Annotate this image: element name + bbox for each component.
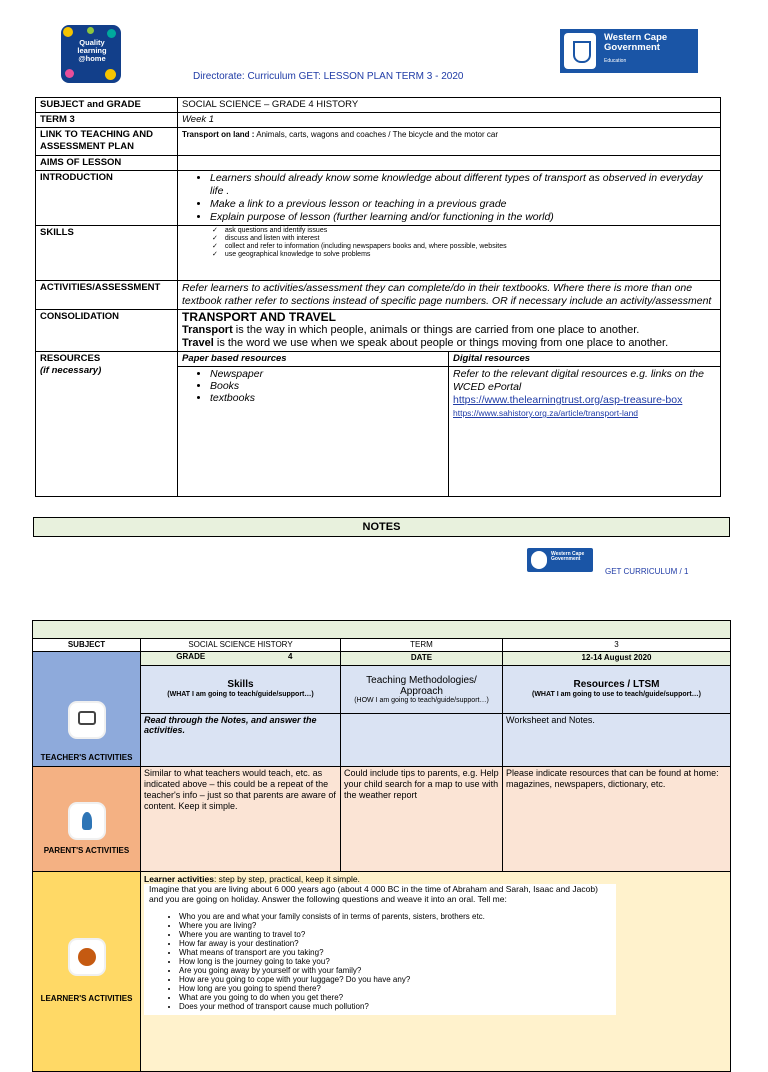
teacher-res: Worksheet and Notes. [503,714,731,767]
logo-sub: Education [604,58,627,64]
skills-item: ✓ use geographical knowledge to solve problems [212,251,716,259]
p2-term-label: TERM [341,639,503,652]
intro-item: • Learners should already know some knowledge about different types of transport as observed in everyday life . [210,172,716,198]
digital-head: Digital resources [449,352,721,367]
paper-head: Paper based resources [178,352,449,367]
resources-label-cell [36,352,178,497]
learner-bold: Learner activities [144,874,214,884]
learner-box [144,884,616,1015]
intro-item: • Make a link to a previous lesson or teaching in a previous grade [210,198,716,211]
res-sub: (WHAT I am going to use to teach/guide/support…) [531,690,702,698]
p2-subject-label: SUBJECT [33,639,141,652]
link-value: Animals, carts, wagons and coaches / The bicycle and the motor car [254,130,498,139]
paper-item: • Books [210,380,444,392]
learner-para: Imagine that you are living about 6 000 years ago (about 4 000 BC in the time of Abraham and Sarah, Isaac and Jacob) and you are going on holiday. Answer the following questions and weave it into an oral. Tell me: [149,884,598,904]
question-item: • How far away is your destination? [179,939,614,948]
term-label: TERM 3 [36,113,178,128]
logo-line: Quality [79,38,105,47]
logo-line: Western Cape [604,32,668,43]
skills-label: SKILLS [36,226,178,281]
paper-item: • Newspaper [210,368,444,380]
travel-def: is the word we use when we speak about people or things moving from one place to another. [213,337,669,349]
skills-head: Skills [227,678,254,690]
teacher-label: TEACHER'S ACTIVITIES [40,753,133,762]
question-item: • What means of transport are you taking? [179,948,614,957]
question-item: • Where you are living? [179,921,614,930]
skills-header-cell [141,666,341,714]
parent-res: Please indicate resources that can be found at home: magazines, newspapers, dictionary, etc. [503,767,731,872]
aims-label: AIMS OF LESSON [36,156,178,171]
paper-cell [178,367,449,497]
directorate-title: Directorate: Curriculum GET: LESSON PLAN TERM 3 - 2020 [193,71,464,82]
crest-icon [564,33,596,69]
notes-bar: NOTES [33,517,730,537]
learner-intro: : step by step, practical, keep it simple. [213,874,360,884]
skills-item: ✓ ask questions and identify issues [212,227,716,235]
intro-label: INTRODUCTION [36,171,178,226]
treasure-box-link[interactable]: https://www.thelearningtrust.org/asp-treasure-box [453,394,683,406]
consolidation-label: CONSOLIDATION [36,310,178,352]
table-top-band [33,621,731,639]
skills-sub: (WHAT I am going to teach/guide/support…) [167,690,314,698]
skills-item: ✓ collect and refer to information (including newspapers books and, where possible, websites [212,243,716,251]
crest-icon [531,551,547,569]
sahistory-link[interactable]: https://www.sahistory.org.za/article/transport-land [453,408,639,418]
transport-word: Transport [182,324,233,336]
resources-label: RESOURCES [40,353,101,364]
teacher-icon [70,703,104,737]
grade-value: 4 [288,652,293,661]
question-item: • How long are you going to spend there? [179,984,614,993]
method-header-cell [341,666,503,714]
question-item: • Are you going away by yourself or with your family? [179,966,614,975]
transport-definition [182,324,716,337]
paper-item: • textbooks [210,392,444,404]
question-item: • Does your method of transport cause much pollution? [179,1002,614,1011]
activities-table [32,620,731,1072]
method-sub: (HOW I am going to teach/guide/support…) [354,696,489,704]
question-item: • What are you going to do when you get there? [179,993,614,1002]
digital-text: Refer to the relevant digital resources e.g. links on the WCED ePortal [453,368,704,393]
digital-cell [449,367,721,497]
footer-logo-text: Western Cape Government [551,551,585,562]
grade-label: GRADE [176,652,206,661]
question-item: • Where you are wanting to travel to? [179,930,614,939]
learner-cell [141,872,731,1072]
term-value: Week 1 [178,113,721,128]
activities-text: Refer learners to activities/assessment they can complete/do in their textbooks. Where there is more than one textbook rather refer to sections instead of specific page numbers. OR if necessary include an activity/assessment [178,281,721,310]
activities-label: ACTIVITIES/ASSESSMENT [36,281,178,310]
transport-def: is the way in which people, animals or things are carried from one place to another. [232,324,640,336]
resources-sub: (if necessary) [40,365,102,376]
parent-skills: Similar to what teachers would teach, etc. as indicated above – this could be a repeat of the teacher's info – just so that parents are aware of content. Keep it simple. [141,767,341,872]
grade-cell [141,652,341,666]
logo-line: @home [78,54,106,63]
travel-word: Travel [182,337,214,349]
skills-cell [178,226,721,281]
learner-icon [70,940,104,974]
parent-method: Could include tips to parents, e.g. Help your child search for a map to use with the weather report [341,767,503,872]
travel-definition [182,337,716,350]
link-cell [178,128,721,156]
date-label: DATE [341,652,503,666]
subject-label: SUBJECT and GRADE [36,98,178,113]
intro-cell [178,171,721,226]
date-value: 12-14 August 2020 [503,652,731,666]
parent-label: PARENT'S ACTIVITIES [43,846,130,855]
teacher-method [341,714,503,767]
consolidation-title: TRANSPORT AND TRAVEL [182,310,336,324]
skills-item: ✓ discuss and listen with interest [212,235,716,243]
aims-value [178,156,721,171]
lesson-plan-table [35,97,721,497]
p2-term-value: 3 [503,639,731,652]
link-label: LINK TO TEACHING AND ASSESSMENT PLAN [36,128,178,156]
teacher-skills: Read through the Notes, and answer the activities. [141,714,341,767]
intro-item: • Explain purpose of lesson (further learning and/or functioning in the world) [210,211,716,224]
p2-subject-value: SOCIAL SCIENCE HISTORY [141,639,341,652]
subject-value: SOCIAL SCIENCE – GRADE 4 HISTORY [178,98,721,113]
consolidation-cell [178,310,721,352]
method-head: Teaching Methodologies/ Approach [366,674,477,697]
link-bold: Transport on land : [182,130,255,139]
parent-side [33,767,141,872]
learner-label: LEARNER'S ACTIVITIES [40,993,133,1003]
question-item: • How long is the journey going to take you? [179,957,614,966]
logo-line: learning [77,46,107,55]
western-cape-government-logo [560,29,698,73]
footer-logo [527,548,593,572]
learner-intro-line [144,874,727,884]
learner-side [33,872,141,1072]
page-footer: GET CURRICULUM / 1 [605,567,689,576]
res-header-cell [503,666,731,714]
question-item: • Who you are and what your family consists of in terms of parents, sisters, brothers etc. [179,912,614,921]
question-item: • How are you going to cope with your luggage? Do you have any? [179,975,614,984]
parent-icon [70,804,104,838]
logo-line: Government [604,42,660,53]
teacher-side [33,652,141,767]
res-head: Resources / LTSM [573,678,660,690]
quality-learning-logo [61,25,121,83]
